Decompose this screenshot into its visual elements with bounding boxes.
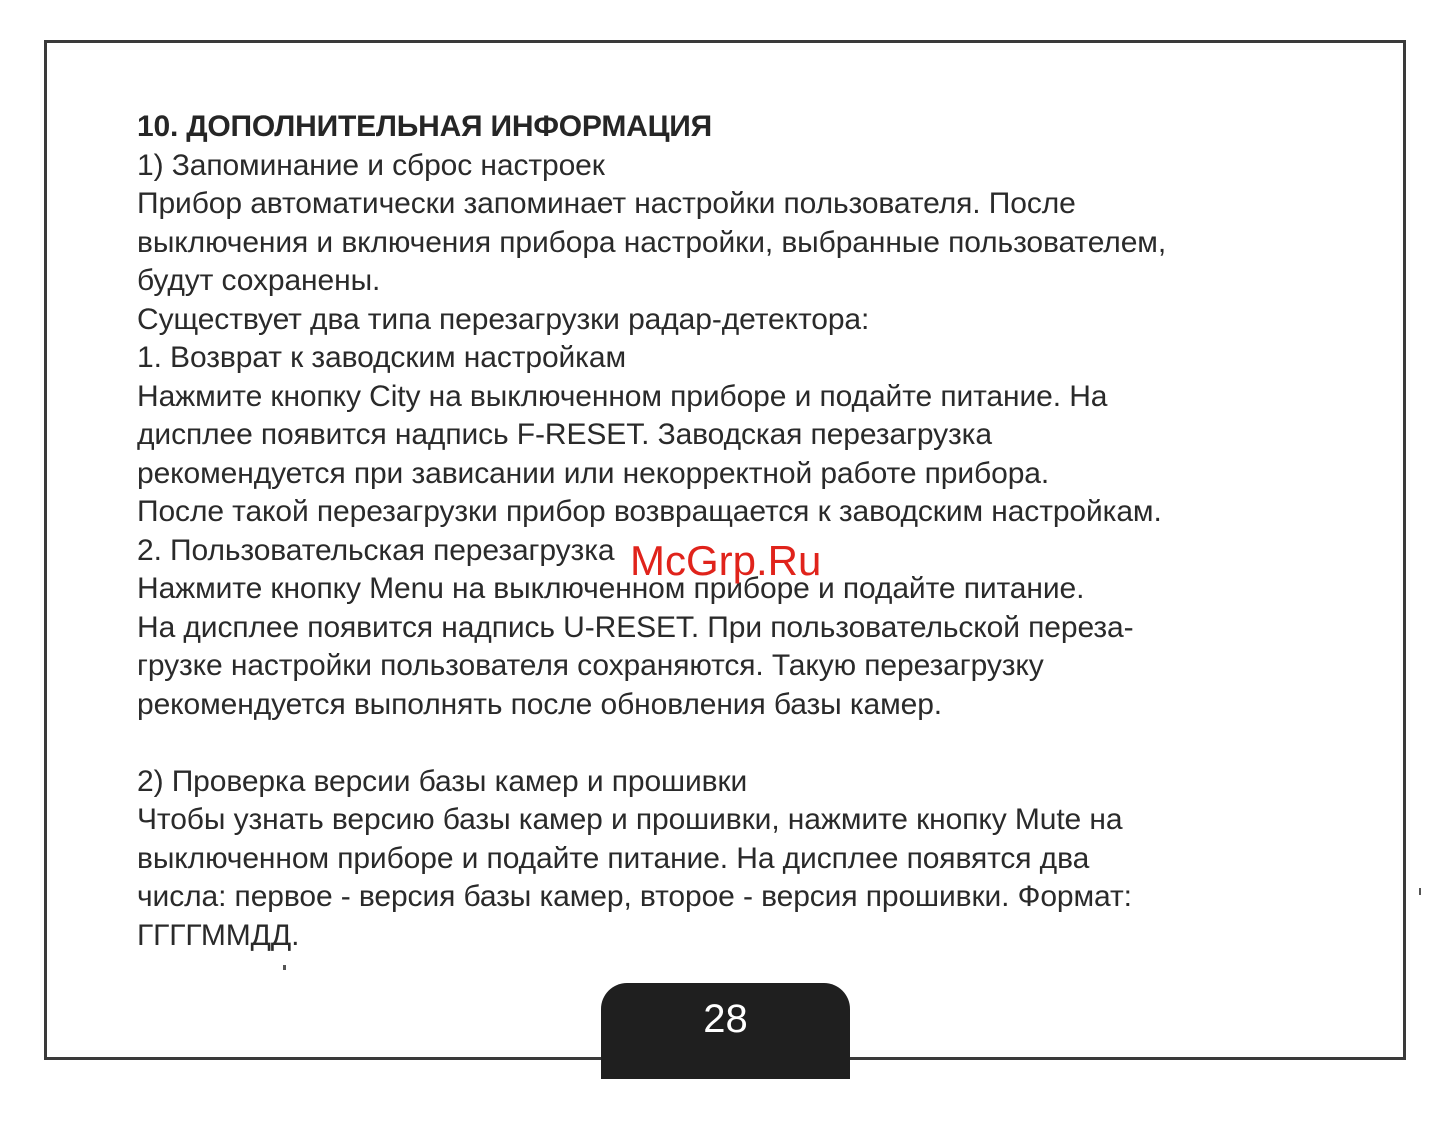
- scan-speck: [1419, 888, 1421, 895]
- list-item-factory-reset: 1. Возврат к заводским настройкам: [137, 341, 626, 374]
- section-heading: 10. ДОПОЛНИТЕЛЬНАЯ ИНФОРМАЦИЯ: [137, 110, 713, 143]
- page-number: 28: [703, 997, 748, 1041]
- scan-speck: [283, 965, 286, 970]
- paragraph-line: После такой перезагрузки прибор возвращается к заводским настройкам.: [137, 495, 1162, 528]
- page-number-tab: [601, 983, 850, 1079]
- paragraph-line: грузке настройки пользователя сохраняются. Такую перезагрузку: [137, 649, 1044, 682]
- paragraph-line: рекомендуется выполнять после обновления базы камер.: [137, 687, 943, 721]
- document-body: [137, 108, 1337, 955]
- paragraph-line: выключенном приборе и подайте питание. На дисплее появятся два: [137, 841, 1090, 875]
- paragraph-line: числа: первое - версия базы камер, второе - версия прошивки. Формат:: [137, 880, 1132, 913]
- subsection-title-reset: 1) Запоминание и сброс настроек: [137, 148, 605, 182]
- paragraph-line: На дисплее появится надпись U-RESET. При пользовательской переза-: [137, 610, 1134, 644]
- list-item-user-reset: 2. Пользовательская перезагрузка: [137, 533, 615, 567]
- paragraph-line: Прибор автоматически запоминает настройки пользователя. После: [137, 187, 1076, 220]
- paragraph-line: будут сохранены.: [137, 264, 381, 297]
- paragraph-line: Нажмите кнопку City на выключенном приборе и подайте питание. На: [137, 379, 1108, 413]
- paragraph-line: выключения и включения прибора настройки, выбранные пользователем,: [137, 225, 1167, 259]
- paragraph-gap: [137, 724, 1337, 763]
- watermark: McGrp.Ru: [630, 537, 822, 584]
- paragraph-line: Чтобы узнать версию базы камер и прошивки, нажмите кнопку Mute на: [137, 803, 1123, 836]
- paragraph-line: рекомендуется при зависании или некорректной работе прибора.: [137, 456, 1050, 490]
- paragraph-line: ГГГГММДД.: [137, 918, 300, 952]
- paragraph-line: Нажмите кнопку Menu на выключенном приборе и подайте питание.: [137, 572, 1085, 605]
- paragraph-line: Существует два типа перезагрузки радар-детектора:: [137, 302, 870, 336]
- subsection-title-version: 2) Проверка версии базы камер и прошивки: [137, 764, 748, 798]
- paragraph-line: дисплее появится надпись F-RESET. Заводская перезагрузка: [137, 418, 992, 451]
